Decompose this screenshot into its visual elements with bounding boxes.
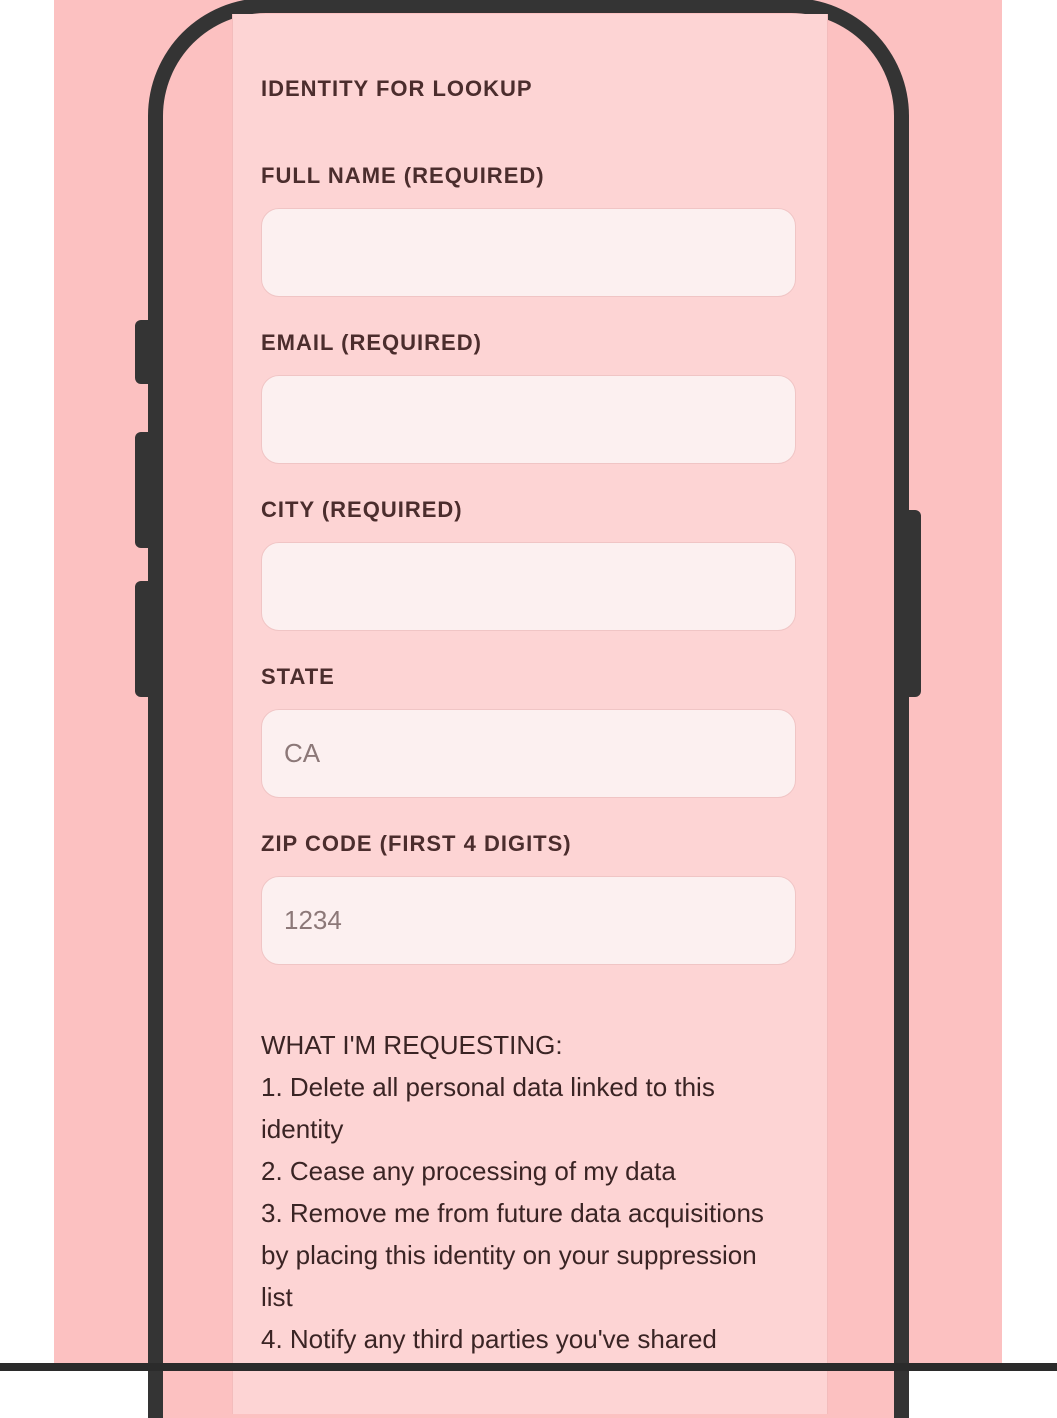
- request-description: [261, 1024, 791, 1360]
- request-heading: WHAT I'M REQUESTING:: [261, 1030, 563, 1060]
- section-title: IDENTITY FOR LOOKUP: [261, 76, 533, 101]
- email-label: EMAIL (REQUIRED): [261, 330, 482, 355]
- city-input[interactable]: [261, 542, 796, 631]
- full-name-label: FULL NAME (REQUIRED): [261, 163, 545, 188]
- full-name-input[interactable]: [261, 208, 796, 297]
- request-item: 3. Remove me from future data acquisitions by placing this identity on your suppression list: [261, 1198, 764, 1312]
- state-input[interactable]: [261, 709, 796, 798]
- email-input[interactable]: [261, 375, 796, 464]
- zip-code-input[interactable]: [261, 876, 796, 965]
- bottom-edge-bar: [0, 1363, 1057, 1371]
- request-item: 4. Notify any third parties you've shared: [261, 1324, 717, 1354]
- city-label: CITY (REQUIRED): [261, 497, 463, 522]
- zip-code-label: ZIP CODE (FIRST 4 DIGITS): [261, 831, 572, 856]
- request-item: 1. Delete all personal data linked to this identity: [261, 1072, 715, 1144]
- state-label: STATE: [261, 664, 335, 689]
- request-item: 2. Cease any processing of my data: [261, 1156, 676, 1186]
